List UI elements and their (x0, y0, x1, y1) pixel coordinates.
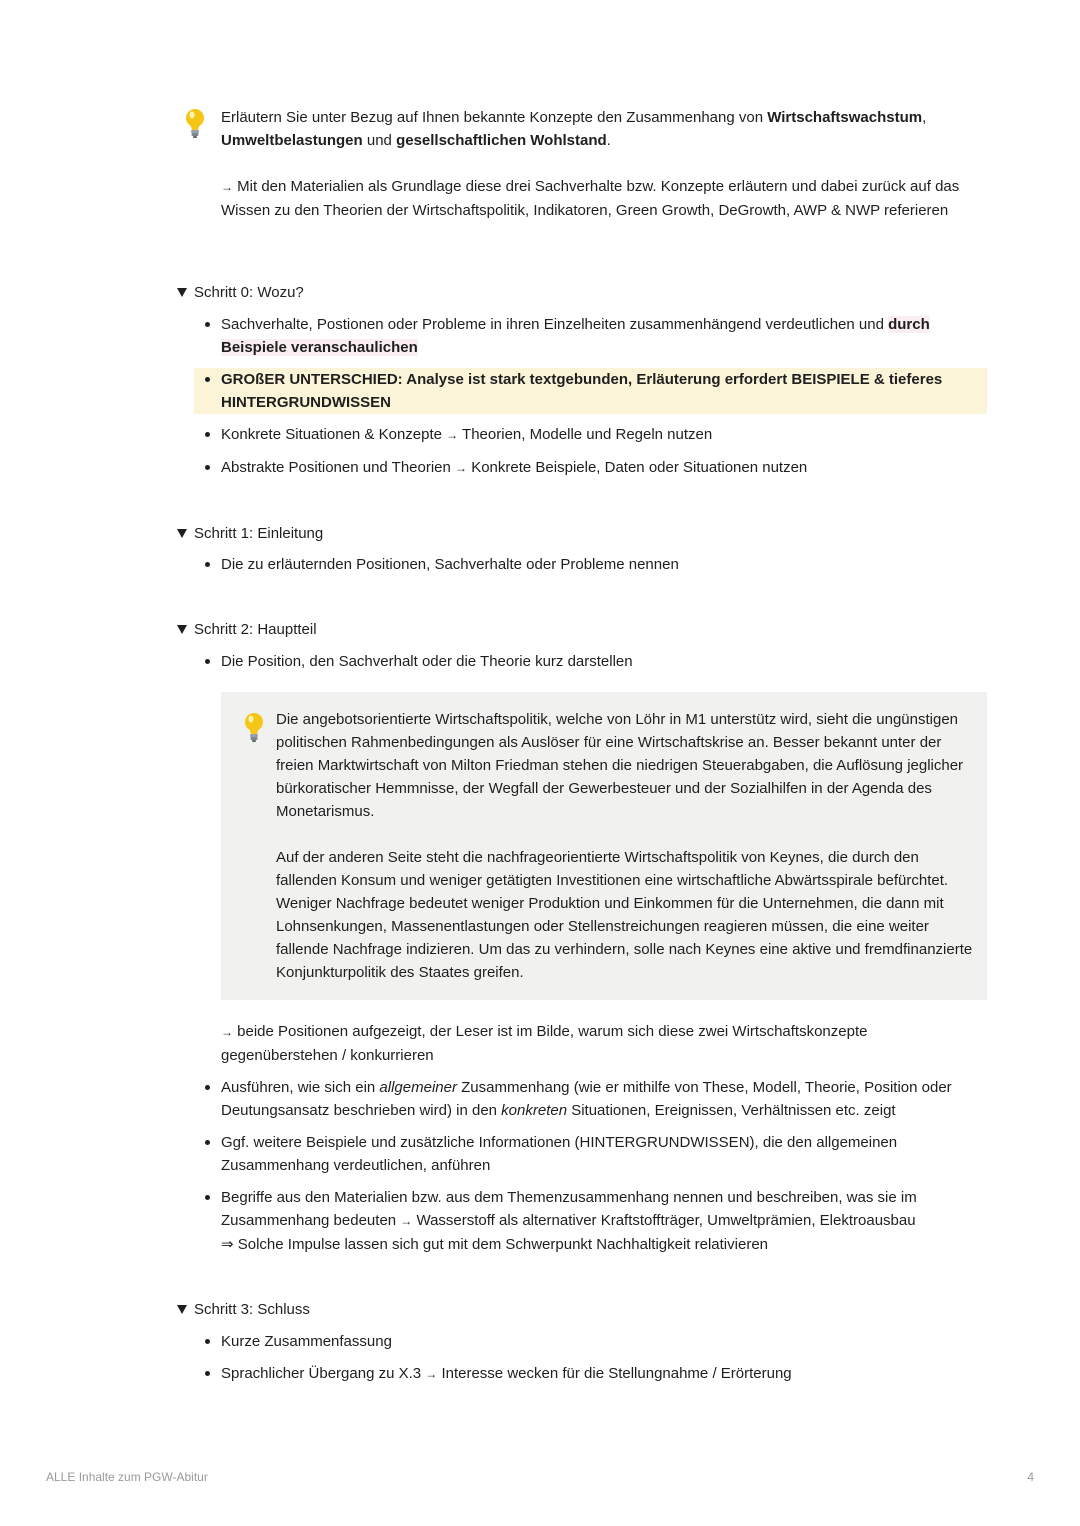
example-callout (221, 692, 987, 1000)
toggle-header[interactable] (176, 618, 988, 641)
toggle-step-1 (176, 522, 988, 576)
lightbulb-icon (239, 710, 269, 744)
toggle-step-0 (176, 281, 988, 480)
summary-note: → beide Positionen aufgezeigt, der Leser ist im Bilde, warum sich diese zwei Wirtschaftskonzepte gegenüberstehen / konkurrieren (221, 1023, 868, 1064)
list-item: Kurze Zusammenfassung (176, 1330, 988, 1353)
page-number: 4 (1027, 1470, 1034, 1484)
list-item: Sachverhalte, Postionen oder Probleme in ihren Einzelheiten zusammenhängend verdeutlichen und durch Beispiele veranschaulichen (176, 313, 988, 359)
lightbulb-icon (180, 106, 210, 140)
toggle-step-2-continued (176, 1076, 988, 1256)
footer-title: ALLE Inhalte zum PGW-Abitur (46, 1470, 208, 1484)
callout-note: → Mit den Materialien als Grundlage diese drei Sachverhalte bzw. Konzepte erläutern und dabei zurück auf das Wissen zu den Theorien der Wirtschaftspolitik, Indikatoren, Green Growth, DeGrowth, AWP & NWP referieren (221, 178, 960, 219)
toggle-step-3 (176, 1298, 988, 1386)
example-paragraph: Auf der anderen Seite steht die nachfrageorientierte Wirtschaftspolitik von Keynes, die durch den fallenden Konsum und weniger getätigten Investitionen eine wirtschaftliche Abwärtsspirale befürchtet. Weniger Nachfrage bedeutet weniger Produktion und Einkommen für die Unternehmen, die dann mit Lohnsenkungen, Massenentlastungen oder Stellenstreichungen reagieren müssen, die eine weiter fallende Nachfrage indizieren. Um das zu verhindern, solle nach Keynes eine aktive und fremdfinanzierte Konjunkturpolitik des Staates greifen. (276, 849, 973, 981)
list-item: Abstrakte Positionen und Theorien → Konkrete Beispiele, Daten oder Situationen nutzen (176, 456, 988, 480)
caret-down-icon[interactable] (177, 288, 187, 297)
toggle-title: Schritt 1: Einleitung (194, 525, 324, 542)
list-item: Begriffe aus den Materialien bzw. aus dem Themenzusammenhang nennen und beschreiben, was sie im Zusammenhang bedeuten → Wasserstoff als alternativer Kraftstoffträger, Umweltprämien, Elektroausbau ⇒ Solche Impulse lassen sich gut mit dem Schwerpunkt Nachhaltigkeit relativieren (176, 1186, 988, 1256)
example-paragraph: Die angebotsorientierte Wirtschaftspolitik, welche von Löhr in M1 unterstütz wird, sieht die ungünstigen politischen Rahmenbedingungen als Auslöser für eine Wirtschaftskrise an. Besser bekannt unter der freien Marktwirtschaft von Milton Friedman stehen die niedrigen Steuerabgaben, die Auflösung jeglicher bürkoratischer Hemmnisse, der Wegfall der Gewerbesteuer und der Sozialhilfen in der Agenda des Monetarismus. (276, 711, 964, 820)
bullet-list (176, 313, 988, 480)
list-item: Ausführen, wie sich ein allgemeiner Zusammenhang (wie er mithilfe von These, Modell, Theorie, Position oder Deutungsansatz beschrieben wird) in den konkreten Situationen, Ereignissen, Verhältnissen etc. zeigt (176, 1076, 988, 1122)
toggle-header[interactable] (176, 1298, 988, 1321)
callout (180, 106, 970, 222)
caret-down-icon[interactable] (177, 1305, 187, 1314)
list-item: Die Position, den Sachverhalt oder die Theorie kurz darstellen (176, 650, 988, 673)
caret-down-icon[interactable] (177, 529, 187, 538)
bullet-list (176, 1330, 988, 1386)
toggle-title: Schritt 3: Schluss (194, 1301, 310, 1318)
toggle-header[interactable] (176, 522, 988, 545)
list-item: Ggf. weitere Beispiele und zusätzliche Informationen (HINTERGRUNDWISSEN), die den allgemeinen Zusammenhang verdeutlichen, anführen (176, 1131, 988, 1177)
list-item: Sprachlicher Übergang zu X.3 → Interesse wecken für die Stellungnahme / Erörterung (176, 1362, 988, 1386)
list-item: Die zu erläuternden Positionen, Sachverhalte oder Probleme nennen (176, 553, 988, 576)
toggle-title: Schritt 0: Wozu? (194, 284, 304, 301)
toggle-title: Schritt 2: Hauptteil (194, 621, 317, 638)
bullet-list (176, 1076, 988, 1256)
toggle-header[interactable] (176, 281, 988, 304)
toggle-step-2 (176, 618, 988, 673)
callout-prompt: Erläutern Sie unter Bezug auf Ihnen bekannte Konzepte den Zusammenhang von Wirtschaftswachstum, Umweltbelastungen und gesellschaftlichen Wohlstand. (221, 109, 927, 149)
bullet-list (176, 650, 988, 673)
caret-down-icon[interactable] (177, 625, 187, 634)
bullet-list (176, 553, 988, 576)
list-item-highlighted: GROßER UNTERSCHIED: Analyse ist stark textgebunden, Erläuterung erfordert BEISPIELE & tieferes HINTERGRUNDWISSEN (194, 368, 987, 414)
list-item: Konkrete Situationen & Konzepte → Theorien, Modelle und Regeln nutzen (176, 423, 988, 447)
